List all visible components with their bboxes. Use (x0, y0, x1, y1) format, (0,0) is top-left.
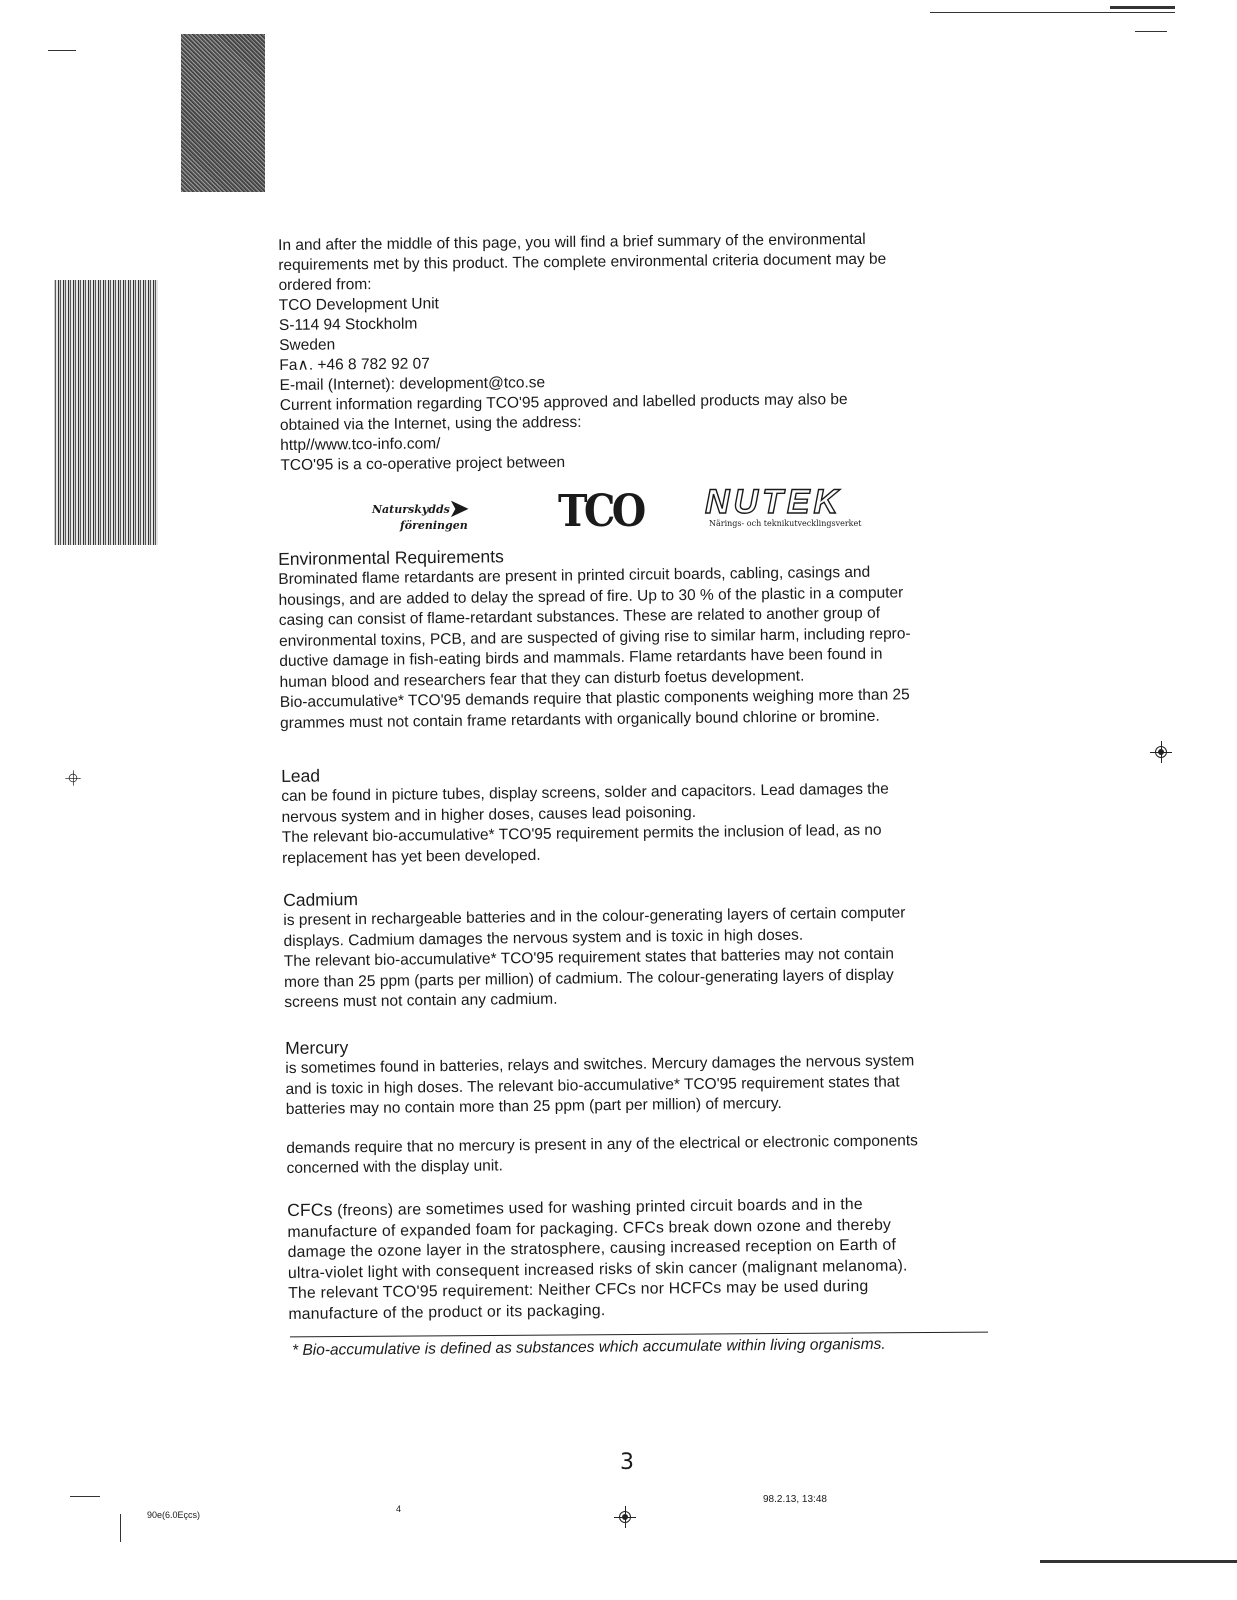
scan-mark-bottom-right (1040, 1560, 1237, 1563)
scanned-photo-block-top (181, 34, 265, 192)
body-line: grammes must not contain frame retardants with organically bound chlorine or bromine. (280, 707, 880, 732)
body-line: displays. Cadmium damages the nervous system and is toxic in high doses. (283, 926, 804, 950)
body-line: replacement has yet been developed. (282, 846, 541, 867)
body-line: CFCs (freons) are sometimes used for washing printed circuit boards and in the (287, 1195, 863, 1220)
address-org: TCO Development Unit (278, 295, 440, 314)
scan-mark-right-top (1135, 31, 1167, 32)
mercury-section (285, 1029, 1007, 1179)
body-line: The relevant bio-accumulative* TCO'95 requirement permits the inclusion of lead, as no (281, 821, 882, 846)
body-line: Brominated flame retardants are present in printed circuit boards, cabling, casings and (278, 563, 871, 588)
body-line: The relevant bio-accumulative* TCO'95 requirement states that batteries may not contain (283, 945, 895, 970)
address-fax: Fa∧. +46 8 782 92 07 (279, 355, 430, 374)
partner-logos (360, 483, 880, 547)
scan-mark-top-right-2 (1110, 6, 1175, 9)
cfc-heading: CFCs (287, 1199, 333, 1220)
intro-block (278, 228, 1000, 476)
body-line: damage the ozone layer in the stratosphere, causing increased reception on Earth of (287, 1236, 897, 1261)
naturskyddsforeningen-logo: Naturskydds föreningen ➤ (372, 493, 470, 532)
scan-mark-bottom-left-v (120, 1514, 121, 1542)
body-line: batteries may no contain more than 25 ppm (part per million) of mercury. (285, 1094, 782, 1118)
nutek-logo: NUTEK Närings- och teknikutvecklingsverket (705, 483, 862, 528)
bird-icon: ➤ (448, 493, 470, 523)
registration-mark-icon (65, 770, 80, 785)
intro-line: In and after the middle of this page, you will find a brief summary of the environmental (278, 230, 866, 254)
intro-line: obtained via the Internet, using the address: (279, 413, 582, 434)
body-line: can be found in picture tubes, display screens, solder and capacitors. Lead damages the (281, 780, 889, 805)
body-line: The relevant TCO'95 requirement: Neither CFCs nor HCFCs may be used during (288, 1277, 869, 1302)
print-sheet-number: 4 (396, 1504, 402, 1514)
address-email: E-mail (Internet): development@tco.se (279, 374, 546, 394)
section-heading: Cadmium (283, 889, 359, 910)
print-code: 90e(6.0Eçcs) (147, 1510, 201, 1520)
body-line: is sometimes found in batteries, relays and switches. Mercury damages the nervous system (285, 1052, 915, 1077)
cadmium-section (283, 881, 1004, 1013)
registration-mark-icon (614, 1506, 636, 1528)
body-line: nervous system and in higher doses, causes lead poisoning. (281, 803, 697, 826)
body-line: ultra-violet light with consequent increased risks of skin cancer (malignant melanoma). (287, 1256, 908, 1282)
body-line: casing can consist of flame-retardant substances. These are related to another group of (278, 604, 881, 629)
intro-line: Current information regarding TCO'95 approved and labelled products may also be (279, 391, 848, 414)
body-line: is present in rechargeable batteries and in the colour-generating layers of certain computer (283, 904, 906, 929)
body-line: human blood and researchers fear that they can disturb foetus development. (279, 667, 805, 691)
body-line: environmental toxins, PCB, and are suspected of giving rise to similar harm, including repro- (279, 624, 911, 650)
scan-mark-top-right (930, 12, 1175, 13)
scanned-photo-block-left (54, 280, 158, 545)
address-city: S-114 94 Stockholm (278, 315, 418, 334)
body-line: ductive damage in fish-eating birds and mammals. Flame retardants have been found in (279, 645, 883, 670)
tco-url: http//www.tco-info.com/ (280, 435, 441, 454)
footnote: * Bio-accumulative is defined as substances which accumulate within living organisms. (292, 1335, 886, 1359)
body-line: concerned with the display unit. (286, 1157, 503, 1177)
page-number: 3 (620, 1450, 634, 1475)
scan-mark-top-left (48, 50, 76, 51)
environmental-section (278, 540, 1000, 734)
intro-line: requirements met by this product. The complete environmental criteria document may be (278, 250, 887, 274)
intro-line: TCO'95 is a co-operative project between (280, 454, 566, 474)
body-line: Bio-accumulative* TCO'95 demands require that plastic components weighing more than 25 (279, 686, 910, 711)
body-line: manufacture of the product or its packaging. (288, 1301, 606, 1323)
body-line: and is toxic in high doses. The relevant bio-accumulative* TCO'95 requirement states that (285, 1072, 900, 1098)
body-line: more than 25 ppm (parts per million) of cadmium. The colour-generating layers of display (284, 966, 894, 991)
scan-mark-bottom-left (70, 1496, 100, 1497)
print-timestamp: 98.2.13, 13:48 (763, 1494, 827, 1505)
section-heading: Lead (281, 765, 321, 786)
body-line: demands require that no mercury is present in any of the electrical or electronic components (286, 1131, 918, 1157)
intro-line: ordered from: (278, 276, 372, 294)
section-heading: Environmental Requirements (278, 546, 504, 569)
lead-section (281, 757, 1002, 869)
address-country: Sweden (279, 336, 336, 354)
section-heading: Mercury (285, 1037, 349, 1058)
cfc-section (287, 1191, 1008, 1325)
registration-mark-icon (1150, 741, 1172, 763)
body-line: housings, and are added to delay the spread of fire. Up to 30 % of the plastic in a computer (278, 583, 904, 609)
tco-logo: TCO (558, 486, 643, 537)
body-line: manufacture of expanded foam for packaging. CFCs break down ozone and thereby (287, 1216, 892, 1241)
body-line: screens must not contain any cadmium. (284, 990, 558, 1011)
